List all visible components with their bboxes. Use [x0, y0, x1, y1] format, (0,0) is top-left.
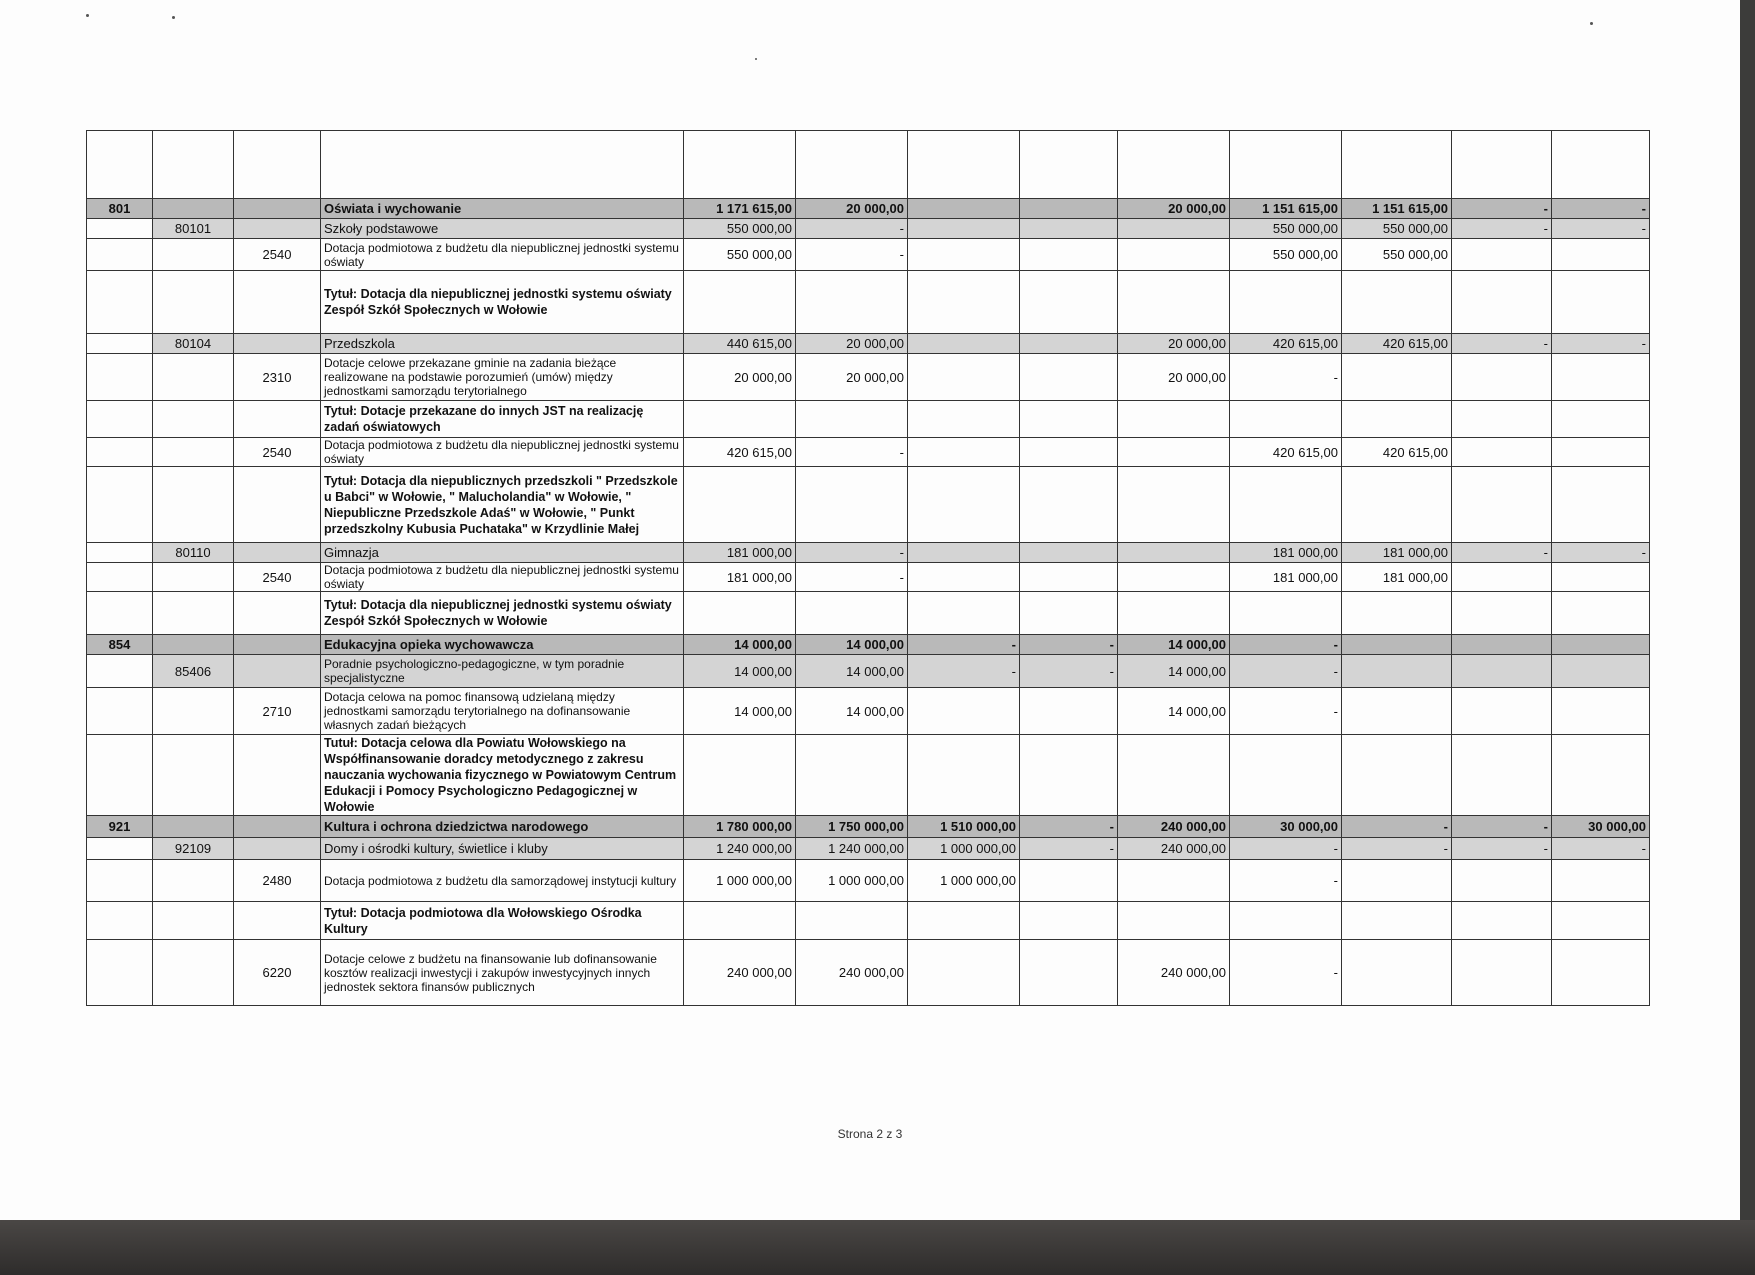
- dzial-code: 801: [87, 199, 153, 219]
- scan-edge-right: [1740, 0, 1755, 1275]
- title-row: [87, 401, 1650, 438]
- paragraf-code: 2540: [234, 438, 321, 467]
- row-name: Dotacje celowe przekazane gminie na zadania bieżące realizowane na podstawie porozumień (umów) między jednostkami samorządu terytorialnego: [321, 354, 684, 401]
- row-name: Kultura i ochrona dziedzictwa narodowego: [321, 816, 684, 838]
- paragraf-row-2540: 2540 Dotacja podmiotowa z budżetu dla niepublicznej jednostki systemu oświaty 550 000,00 - 550 000,00 550 000,00: [87, 239, 1650, 271]
- paragraf-row-2540: 2540 Dotacja podmiotowa z budżetu dla niepublicznej jednostki systemu oświaty 420 615,00 - 420 615,00 420 615,00: [87, 438, 1650, 467]
- row-name: Edukacyjna opieka wychowawcza: [321, 635, 684, 655]
- rozdzial-code: 80104: [153, 334, 234, 354]
- dzial-row-921: 921 Kultura i ochrona dziedzictwa narodowego 1 780 000,00 1 750 000,00 1 510 000,00 - 240 000,00 30 000,00 - - 30 000,00: [87, 816, 1650, 838]
- title-row: [87, 271, 1650, 334]
- row-name: Dotacja podmiotowa z budżetu dla samorządowej instytucji kultury: [321, 860, 684, 902]
- dotation-title: Tutuł: Dotacja celowa dla Powiatu Wołowskiego na Współfinansowanie doradcy metodycznego z zakresu nauczania wychowania fizycznego w Powiatowym Centrum Edukacji i Pomocy Psychologiczno Pedagogicznej w Wołowie: [321, 735, 684, 816]
- rozdzial-code: 80101: [153, 219, 234, 239]
- paragraf-row-2540: 2540 Dotacja podmiotowa z budżetu dla niepublicznej jednostki systemu oświaty 181 000,00 - 181 000,00 181 000,00: [87, 563, 1650, 592]
- dotation-title: Tytuł: Dotacje przekazane do innych JST na realizację zadań oświatowych: [321, 401, 684, 438]
- scan-edge-bottom: [0, 1220, 1755, 1275]
- title-row: [87, 902, 1650, 940]
- rozdzial-code: 85406: [153, 655, 234, 688]
- title-row: [87, 467, 1650, 543]
- dzial-code: 921: [87, 816, 153, 838]
- rozdzial-row-80104: 80104 Przedszkola 440 615,00 20 000,00 20 000,00 420 615,00 420 615,00 - -: [87, 334, 1650, 354]
- row-name: Dotacje celowe z budżetu na finansowanie lub dofinansowanie kosztów realizacji inwestycji i zakupów inwestycyjnych innych jednostek sektora finansów publicznych: [321, 940, 684, 1006]
- row-name: Domy i ośrodki kultury, świetlice i kluby: [321, 838, 684, 860]
- rozdzial-code: 92109: [153, 838, 234, 860]
- dzial-code: 854: [87, 635, 153, 655]
- dotation-title: Tytuł: Dotacja dla niepublicznych przedszkoli " Przedszkole u Babci" w Wołowie, " Malucholandia" w Wołowie, " Niepubliczne Przedszkole Adaś" w Wołowie, " Punkt przedszkolny Kubusia Puchataka" w Krzydlinie Małej: [321, 467, 684, 543]
- page-number: Strona 2 z 3: [837, 1127, 903, 1141]
- paragraf-row-2480: 2480 Dotacja podmiotowa z budżetu dla samorządowej instytucji kultury 1 000 000,00 1 000 000,00 1 000 000,00 -: [87, 860, 1650, 902]
- row-name: Dotacja podmiotowa z budżetu dla niepublicznej jednostki systemu oświaty: [321, 239, 684, 271]
- row-name: Przedszkola: [321, 334, 684, 354]
- title-row: [87, 592, 1650, 635]
- rozdzial-row-80101: 80101 Szkoły podstawowe 550 000,00 - 550 000,00 550 000,00 - -: [87, 219, 1650, 239]
- paragraf-code: 2540: [234, 239, 321, 271]
- row-name: Dotacja podmiotowa z budżetu dla niepublicznej jednostki systemu oświaty: [321, 563, 684, 592]
- budget-table: [86, 130, 1650, 1006]
- paragraf-row-6220: 6220 Dotacje celowe z budżetu na finansowanie lub dofinansowanie kosztów realizacji inwestycji i zakupów inwestycyjnych innych jednostek sektora finansów publicznych 240 000,00 240 000,00 240 000,00 -: [87, 940, 1650, 1006]
- header-row: [87, 131, 1650, 199]
- paragraf-code: 2710: [234, 688, 321, 735]
- row-name: Poradnie psychologiczno-pedagogiczne, w tym poradnie specjalistyczne: [321, 655, 684, 688]
- rozdzial-row-80110: 80110 Gimnazja 181 000,00 - 181 000,00 181 000,00 - -: [87, 543, 1650, 563]
- row-name: Dotacja podmiotowa z budżetu dla niepublicznej jednostki systemu oświaty: [321, 438, 684, 467]
- paragraf-code: 2480: [234, 860, 321, 902]
- paragraf-row-2310: 2310 Dotacje celowe przekazane gminie na zadania bieżące realizowane na podstawie porozumień (umów) między jednostkami samorządu terytorialnego 20 000,00 20 000,00 20 000,00 -: [87, 354, 1650, 401]
- paragraf-code: 2540: [234, 563, 321, 592]
- dzial-row-801: 801 Oświata i wychowanie 1 171 615,00 20 000,00 20 000,00 1 151 615,00 1 151 615,00 - -: [87, 199, 1650, 219]
- row-name: Gimnazja: [321, 543, 684, 563]
- dotation-title: Tytuł: Dotacja podmiotowa dla Wołowskiego Ośrodka Kultury: [321, 902, 684, 940]
- rozdzial-row-92109: 92109 Domy i ośrodki kultury, świetlice i kluby 1 240 000,00 1 240 000,00 1 000 000,00 - 240 000,00 - - - -: [87, 838, 1650, 860]
- dzial-row-854: 854 Edukacyjna opieka wychowawcza 14 000,00 14 000,00 - - 14 000,00 -: [87, 635, 1650, 655]
- dotation-title: Tytuł: Dotacja dla niepublicznej jednostki systemu oświaty Zespół Szkół Społecznych w Wołowie: [321, 271, 684, 334]
- title-row: [87, 735, 1650, 816]
- row-name: Dotacja celowa na pomoc finansową udzielaną między jednostkami samorządu terytorialnego na dofinansowanie własnych zadań bieżących: [321, 688, 684, 735]
- dotation-title: Tytuł: Dotacja dla niepublicznej jednostki systemu oświaty Zespół Szkół Społecznych w Wołowie: [321, 592, 684, 635]
- rozdzial-row-85406: 85406 Poradnie psychologiczno-pedagogiczne, w tym poradnie specjalistyczne 14 000,00 14 000,00 - - 14 000,00 -: [87, 655, 1650, 688]
- paragraf-code: 6220: [234, 940, 321, 1006]
- rozdzial-code: 80110: [153, 543, 234, 563]
- row-name: Szkoły podstawowe: [321, 219, 684, 239]
- paragraf-row-2710: 2710 Dotacja celowa na pomoc finansową udzielaną między jednostkami samorządu terytorialnego na dofinansowanie własnych zadań bieżących 14 000,00 14 000,00 14 000,00 -: [87, 688, 1650, 735]
- row-name: Oświata i wychowanie: [321, 199, 684, 219]
- paragraf-code: 2310: [234, 354, 321, 401]
